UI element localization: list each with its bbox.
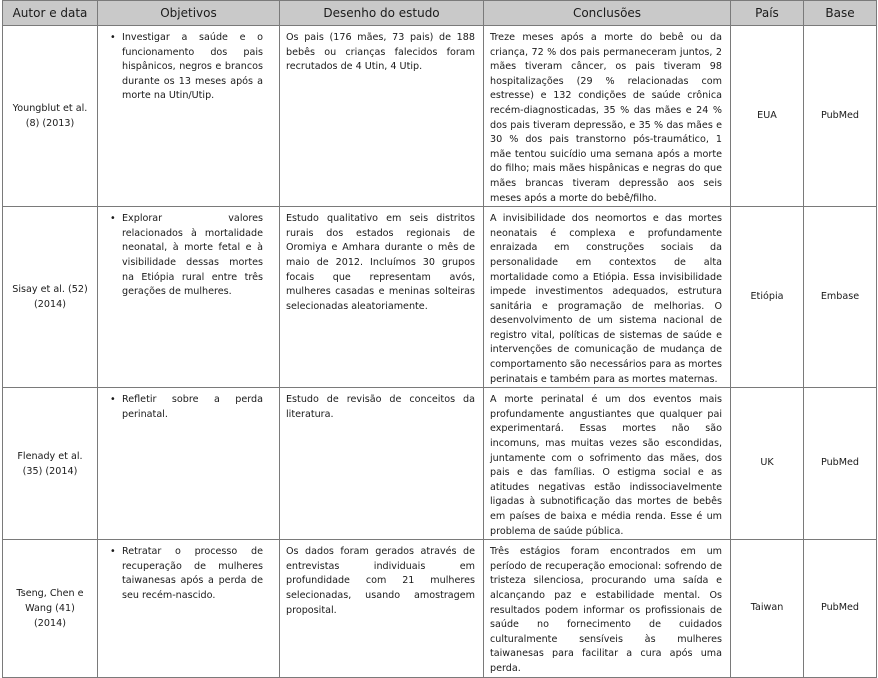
objective-text: Retratar o processo de recuperação de mulheres taiwanesas após a perda de seu recém-nascido. — [122, 546, 263, 601]
objective-text: Refletir sobre a perda perinatal. — [122, 394, 263, 420]
author-cell: Youngblut et al. (8) (2013) — [3, 26, 98, 207]
design-cell: Os pais (176 mães, 73 pais) de 188 bebês ou crianças falecidos foram recrutados de 4 Utin, 4 Utip. — [280, 26, 484, 207]
header-row — [3, 1, 877, 26]
country-cell: Taiwan — [731, 540, 804, 677]
base-cell: PubMed — [804, 26, 877, 207]
country-cell: UK — [731, 388, 804, 540]
conclusion-cell: A morte perinatal é um dos eventos mais profundamente angustiantes que qualquer pai experimentará. Essas mortes não são incomuns, mas muitas vezes são escondidas, juntamente com o sofrimento das mães, dos pais e das famílias. O estigma social e as atitudes negativas estão indissociavelmente ligadas à subnotificação das mortes de bebês em países de baixa e média renda. Esse é um problema de saúde pública. — [484, 388, 731, 540]
conclusion-cell: Treze meses após a morte do bebê ou da criança, 72 % dos pais permaneceram juntos, 2 mães tiveram câncer, os pais tiveram 98 hospitalizações (29 % relacionadas com estresse) e 132 condições de saúde crônica recém-diagnosticadas, 35 % das mães e 24 % dos pais tiveram depressão, e 35 % das mães e 30 % dos pais transtorno pós-traumático, 1 mãe tentou suicídio uma semana após a morte do filho; mais mães hispânicas e negras do que mães brancas tiveram depressão aos seis meses após a morte do bebê/filho. — [484, 26, 731, 207]
base-cell: PubMed — [804, 388, 877, 540]
header-author: Autor e data — [3, 1, 98, 26]
design-cell: Estudo qualitativo em seis distritos rurais dos estados regionais de Oromiya e Amhara durante o mês de maio de 2012. Incluímos 30 grupos focais que representam avós, mulheres casadas e meninas solteiras selecionadas aleatoriamente. — [280, 207, 484, 388]
table-row — [3, 540, 877, 677]
header-objectives: Objetivos — [98, 1, 280, 26]
bullet-icon: • — [110, 394, 116, 406]
bullet-icon: • — [110, 213, 116, 225]
base-cell: Embase — [804, 207, 877, 388]
design-cell: Os dados foram gerados através de entrevistas individuais em profundidade com 21 mulheres selecionadas, usando amostragem proposital. — [280, 540, 484, 677]
objective-cell — [98, 540, 280, 677]
conclusion-cell: Três estágios foram encontrados em um período de recuperação emocional: sofrendo de tristeza silenciosa, procurando uma saída e alcançando paz e estabilidade mental. Os resultados podem informar os profissionais de saúde no fornecimento de cuidados culturalmente sensíveis às mulheres taiwanesas para facilitar a cura após uma perda. — [484, 540, 731, 677]
base-cell: PubMed — [804, 540, 877, 677]
objective-cell — [98, 26, 280, 207]
header-conclusions: Conclusões — [484, 1, 731, 26]
bullet-icon: • — [110, 32, 116, 43]
studies-table — [2, 0, 877, 678]
objective-cell — [98, 388, 280, 540]
header-design: Desenho do estudo — [280, 1, 484, 26]
design-cell: Estudo de revisão de conceitos da literatura. — [280, 388, 484, 540]
author-cell: Flenady et al. (35) (2014) — [3, 388, 98, 540]
table-row — [3, 26, 877, 207]
country-cell: Etiópia — [731, 207, 804, 388]
bullet-icon: • — [110, 546, 116, 558]
header-base: Base — [804, 1, 877, 26]
author-cell: Tseng, Chen e Wang (41) (2014) — [3, 540, 98, 677]
table-row — [3, 388, 877, 540]
objective-text: Explorar valores relacionados à mortalidade neonatal, à morte fetal e à visibilidade dessas mortes na Etiópia rural entre três gerações de mulheres. — [122, 213, 263, 298]
table-row — [3, 207, 877, 388]
objective-cell — [98, 207, 280, 388]
header-country: País — [731, 1, 804, 26]
objective-text: Investigar a saúde e o funcionamento dos pais hispânicos, negros e brancos durante os 13 meses após a morte na Utin/Utip. — [122, 32, 263, 102]
conclusion-cell: A invisibilidade dos neomortos e das mortes neonatais é complexa e profundamente enraizada em construções sociais da personalidade em contextos de alta mortalidade como a Etiópia. Essa invisibilidade impede investimentos adequados, estrutura sanitária e programação de melhorias. O desenvolvimento de um sistema nacional de registro vital, políticas de sistemas de saúde e intervenções de comunicação de mudança de comportamento são necessários para as mortes perinatais e também para as mortes maternas. — [484, 207, 731, 388]
country-cell: EUA — [731, 26, 804, 207]
author-cell: Sisay et al. (52) (2014) — [3, 207, 98, 388]
